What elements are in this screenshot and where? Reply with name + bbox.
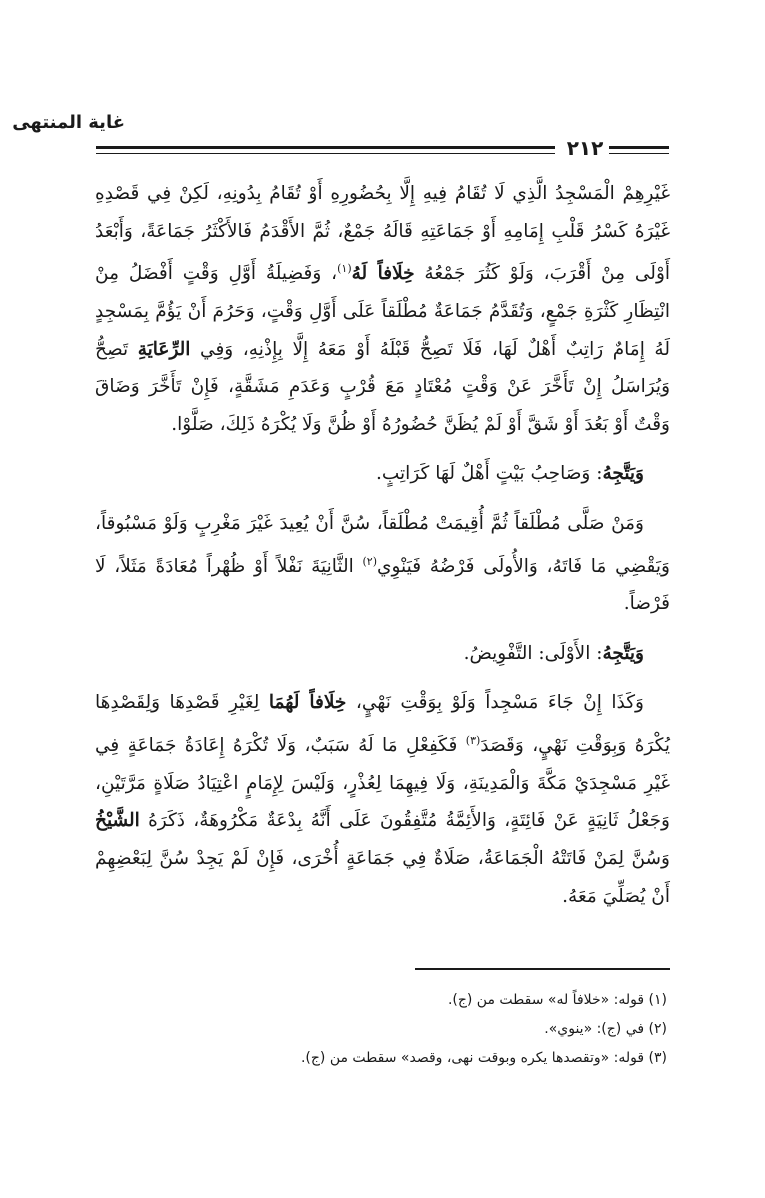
emphasis-text: الرِّعَايَةِ [137, 338, 191, 360]
running-header-title: غاية المنتهى [12, 112, 125, 133]
paragraph [95, 455, 670, 493]
footnotes [95, 986, 667, 1073]
footnote-marker: (١) [337, 262, 352, 276]
text-span: الثَّانِيَةَ نَفْلاً أَوْ ظُهْراً مُعَادَةً مَثَلاً، لَا فَرْضاً. [95, 555, 670, 615]
text-span: وَكَذَا إِنْ جَاءَ مَسْجِداً وَلَوْ بِوَقْتِ نَهْيٍ، [346, 692, 644, 714]
text-span: غَيْرِهِمْ الْمَسْجِدُ الَّذِي لَا تُقَامُ فِيهِ إِلَّا بِحُضُورِهِ أَوْ تُقَامُ بِدُونِهِ، لَكِنْ فِي قَصْدِهِ غَيْرَهُ كَسْرُ قَلْبِ إِمَامِهِ أَوْ جَمَاعَتِهِ قَالَهُ جَمْعٌ، ثُمَّ الأَقْدَمُ فَالأَكْثَرُ جَمَاعَةً، وَأَبْعَدُ أَوْلَى مِنْ أَقْرَبَ، وَلَوْ كَثُرَ جَمْعُهُ [95, 183, 671, 285]
paragraph [95, 635, 670, 673]
paragraph [95, 505, 670, 623]
footnote: (١) قوله: «خلافاً له» سقطت من (ج). [447, 992, 667, 1008]
paragraph [95, 175, 670, 443]
text-span: تَصِحُّ وَيُرَاسَلُ إِنْ تَأَخَّرَ عَنْ وَقْتٍ مُعْتَادٍ مَعَ قُرْبٍ وَعَدَمِ مَشَقَّةٍ، فَإِنْ تَأَخَّرَ وَضَاقَ وَقْتٌ أَوْ بَعُدَ أَوْ شَقَّ أَوْ لَمْ يُظَنَّ حُضُورُهُ أَوْ ظُنَّ وَلَا يُكْرَهُ ذَلِكَ، صَلَّوْا. [95, 338, 670, 435]
text-span: وَسُنَّ لِمَنْ فَاتَتْهُ الْجَمَاعَةُ، صَلَاةٌ فِي جَمَاعَةٍ أُخْرَى، فَإِنْ لَمْ يَجِدْ سُنَّ لِبَعْضِهِمْ أَنْ يُصَلِّيَ مَعَهُ. [95, 847, 670, 907]
emphasis-text: خِلَافاً لَهُمَا [268, 692, 347, 714]
emphasis-text: خِلَافاً لَهُ [351, 263, 415, 285]
header-rule-right-thin [609, 153, 669, 154]
paragraph [95, 684, 670, 915]
page-number: ٢١٢ [566, 136, 604, 160]
header-rule-right-thick [609, 146, 669, 149]
emphasis-text: وَيَتَّجِهُ [602, 463, 644, 485]
footnote: (٣) قوله: «وتقصدها يكره وبوقت نهى، وقصد» سقطت من (ج). [300, 1050, 667, 1066]
emphasis-text: وَيَتَّجِهُ [602, 642, 644, 664]
text-span: لِغَيْرِ قَصْدِهَا وَلِقَصْدِهَا يُكْرَهُ وَبِوَقْتِ نَهْيٍ، وَقَصَدَ [95, 692, 670, 757]
footnote-marker: (٣) [465, 734, 481, 748]
footnote-separator [415, 968, 670, 970]
text-span: وَمَنْ صَلَّى مُطْلَقاً ثُمَّ أُقِيمَتْ مُطْلَقاً، سُنَّ أَنْ يُعِيدَ غَيْرَ مَغْرِبٍ وَلَوْ مَسْبُوقاً، وَيَقْضِي مَا فَاتَهُ، وَالأُولَى فَرْضُهُ فَيَنْوِي [95, 512, 670, 577]
text-span: : وَصَاحِبُ بَيْتٍ أَهْلٌ لَهَا كَرَاتِبٍ. [375, 463, 603, 485]
text-span: ، وَفَضِيلَةُ أَوَّلِ وَقْتٍ أَفْضَلُ مِنْ انْتِظَارِ كَثْرَةِ جَمْعٍ، وَتُقَدَّمُ جَمَاعَةٌ مُطْلَقاً عَلَى أَوَّلِ وَقْتٍ، وَحَرُمَ أَنْ يَؤُمَّ بِمَسْجِدٍ لَهُ إِمَامٌ رَاتِبٌ أَهْلٌ لَهَا، فَلَا تَصِحُّ قَبْلَهُ أَوْ مَعَهُ إِلَّا بِإِذْنِهِ، وَفِي [95, 263, 670, 360]
emphasis-text: الشَّيْخُ [95, 810, 140, 832]
main-text [95, 175, 670, 915]
header-rule-thin [96, 153, 555, 154]
text-span: : الأَوْلَى: التَّفْوِيضُ. [463, 642, 603, 664]
footnote-marker: (٢) [362, 554, 377, 568]
text-span: فَكَفِعْلِ مَا لَهُ سَبَبٌ، وَلَا تُكْرَهُ إِعَادَةُ جَمَاعَةٍ فِي غَيْرِ مَسْجِدَيْ مَكَّةَ وَالْمَدِينَةِ، وَلَا فِيهِمَا لِعُذْرٍ، وَلَيْسَ لِإِمَامٍ اعْتِيَادُ صَلَاةٍ مَرَّتَيْنِ، وَجَعْلُ ثَانِيَةٍ عَنْ فَائِتَةٍ، وَالأَئِمَّةُ مُتَّفِقُونَ عَلَى أَنَّهُ بِدْعَةٌ مَكْرُوهَةٌ، ذَكَرَهُ [95, 735, 670, 832]
header-rule-thick [96, 146, 555, 149]
footnote: (٢) في (ج): «ينوي». [544, 1021, 667, 1037]
